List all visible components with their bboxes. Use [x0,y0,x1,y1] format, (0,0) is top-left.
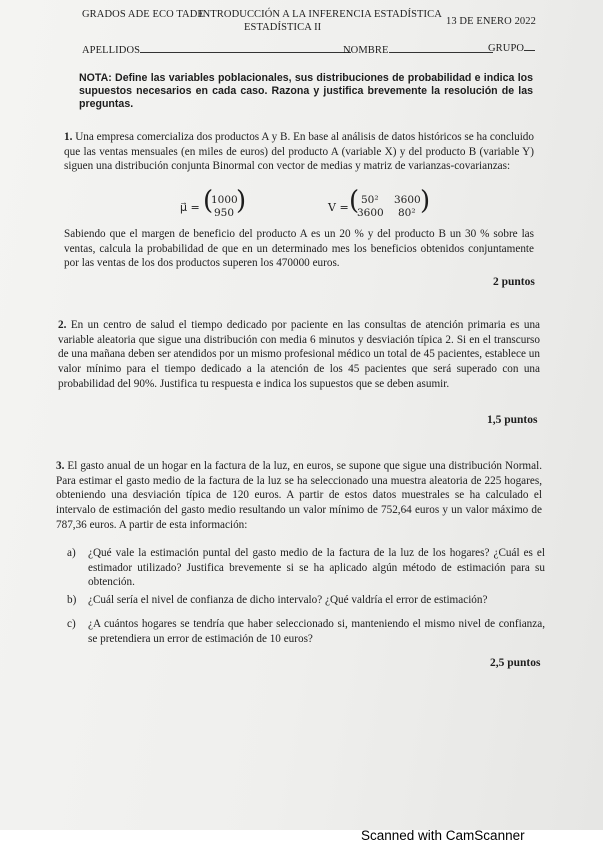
item-label: c) [67,618,76,630]
right-paren-icon: ) [236,186,247,216]
question-1-number: 1. [64,131,73,143]
question-3-item-b [67,593,545,609]
cov-matrix-symbol: V = [328,201,349,214]
mean-value: 1000 [211,194,238,206]
course-title: INTRODUCCIÓN A LA INFERENCIA ESTADÍSTICA [199,9,442,20]
item-label: a) [67,547,76,559]
mean-value: 950 [214,207,235,219]
question-2-statement: En un centro de salud el tiempo dedicado por paciente en las consultas de atención primaria es una variable aleatoria que sigue una distribución con media 6 minutos y desviación típica 2. Si en el transcurso de una mañana deben ser atendidos por un mismo profesional médico un total de 45 pacientes, establece un valor mínimo para el tiempo dedicado a la atención de los 45 pacientes que será superado con una probabilidad del 90%. Justifica tu respuesta e indica los supuestos que se deben asumir. [58,319,541,390]
surnames-line [140,43,351,53]
question-1-text [64,130,534,174]
exam-date: 13 DE ENERO 2022 [446,16,536,27]
left-paren-icon: ( [349,186,360,216]
question-3-statement: El gasto anual de un hogar en la factura de la luz, en euros, se supone que sigue una distribución Normal. Para estimar el gasto medio de la factura de la luz se ha seleccionado una muestra aleatoria de 225 hogares, obteniendo una desviación típica de 120 euros. A partir de estos datos muestrales se ha calculado el intervalo de estimación del gasto medio resultando un valor mínimo de 752,64 euros y un valor máximo de 787,36 euros. A partir de esta información: [56,460,542,531]
mean-vector-formula [180,186,250,224]
cov-value: 3600 [394,194,421,206]
group-line [524,41,535,51]
cov-value: 80² [398,207,416,219]
item-text: ¿Cuál sería el nivel de confianza de dicho intervalo? ¿Qué valdría el error de estimación? [88,594,488,606]
course-subtitle: ESTADÍSTICA II [244,22,322,33]
name-label: NOMBRE [343,45,389,56]
question-1-statement: Una empresa comercializa dos productos A y B. En base al análisis de datos históricos se ha concluido que las ventas mensuales (en miles de euros) del producto A (variable X) y del producto B (variable Y) siguen una distribución conjunta Binormal con vector de medias y matriz de varianzas-covarianzas: [64,131,534,173]
question-1-points: 2 puntos [493,276,535,288]
group-label: GRUPO [488,43,525,54]
cov-value: 50² [361,194,379,206]
question-1-continuation: Sabiendo que el margen de beneficio del producto A es un 20 % y del producto B un 30 % sobre las ventas, calcula la probabilidad de que en un determinado mes los beneficios obtenidos conjuntamente por las ventas de los dos productos superen los 470000 euros. [64,228,534,270]
surnames-field [82,43,351,56]
item-text: ¿Qué vale la estimación puntal del gasto medio de la factura de la luz de los hogares? ¿Cuál es el estimador utilizado? Justifica brevemente si se ha aplicado algún método de estimación para su obtención. [88,547,545,589]
mean-vector-symbol: μ⃗ = [180,201,200,214]
right-paren-icon: ) [420,186,431,216]
question-2-text [58,318,540,392]
question-2-number: 2. [58,319,67,331]
surnames-label: APELLIDOS [82,45,141,56]
question-3-text [56,459,542,533]
question-2-points: 1,5 puntos [487,414,538,426]
question-3-number: 3. [56,460,65,472]
name-line [389,43,493,53]
question-3-points: 2,5 puntos [490,657,541,669]
item-label: b) [67,594,77,606]
name-field [343,43,493,56]
cov-value: 3600 [357,207,384,219]
item-text: ¿A cuántos hogares se tendría que haber seleccionado si, manteniendo el mismo nivel de confianza, se pretendiera un error de estimación de 10 euros? [88,618,545,645]
camscanner-watermark: Scanned with CamScanner [361,828,525,843]
group-field [488,41,535,54]
left-paren-icon: ( [203,186,214,216]
nota-instructions: NOTA: Define las variables poblacionales, sus distribuciones de probabilidad e indica los supuestos necesarios en cada caso. Razona y justifica brevemente la resolución de las preguntas. [79,72,533,110]
question-3-item-c [67,617,545,647]
degree-label: GRADOS ADE ECO TADE [82,9,204,20]
covariance-matrix-formula [328,186,438,224]
question-3-item-a [67,546,545,591]
